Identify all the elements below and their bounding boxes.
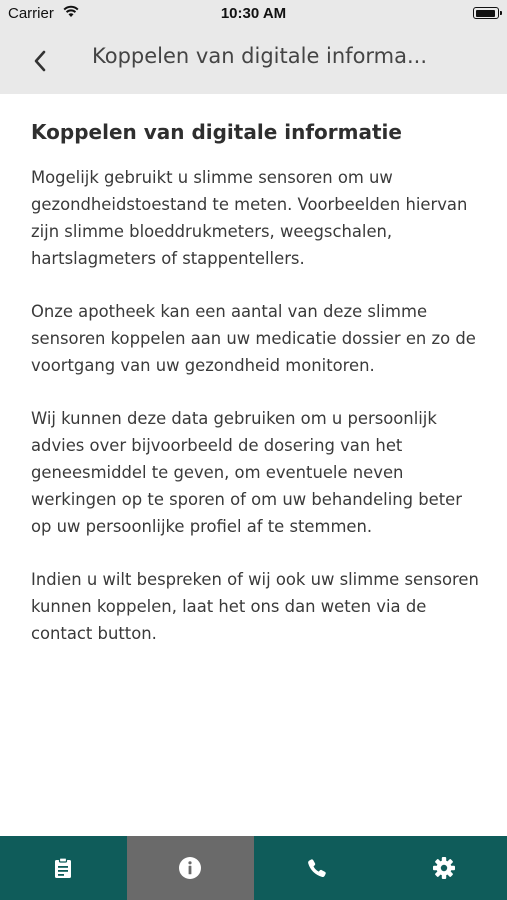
status-bar [0,0,507,28]
status-time: 10:30 AM [220,5,287,22]
tab-settings[interactable] [380,836,507,900]
tab-clipboard[interactable] [0,836,127,900]
nav-title: Koppelen van digitale informa... [92,44,428,68]
back-button[interactable] [26,46,56,76]
battery-icon [473,7,499,19]
info-icon [177,855,203,881]
carrier-label: Carrier [8,5,54,22]
page-title: Koppelen van digitale informatie [31,120,402,144]
phone-icon [304,855,330,881]
gear-icon [431,855,457,881]
paragraph: Mogelijk gebruikt u slimme sensoren om uw gezondheidstoestand te meten. Voorbeelden hiervan zijn slimme bloeddrukmeters, weegschalen, hartslagmeters of stappentellers. [31,168,468,268]
chevron-left-icon [26,46,56,76]
article-content [31,120,481,673]
tab-phone[interactable] [254,836,381,900]
tab-info[interactable] [127,836,254,900]
paragraph: Onze apotheek kan een aantal van deze slimme sensoren koppelen aan uw medicatie dossier en zo de voortgang van uw gezondheid monitoren. [31,302,476,375]
tab-bar [0,836,507,900]
clipboard-icon [50,855,76,881]
paragraph: Wij kunnen deze data gebruiken om u persoonlijk advies over bijvoorbeeld de dosering van het geneesmiddel te geven, om eventuele neven werkingen op te sporen of om uw behandeling beter op uw persoonlijke profiel af te stemmen. [31,409,463,536]
navigation-bar [0,28,507,94]
paragraph: Indien u wilt bespreken of wij ook uw slimme sensoren kunnen koppelen, laat het ons dan weten via de contact button. [31,570,479,643]
